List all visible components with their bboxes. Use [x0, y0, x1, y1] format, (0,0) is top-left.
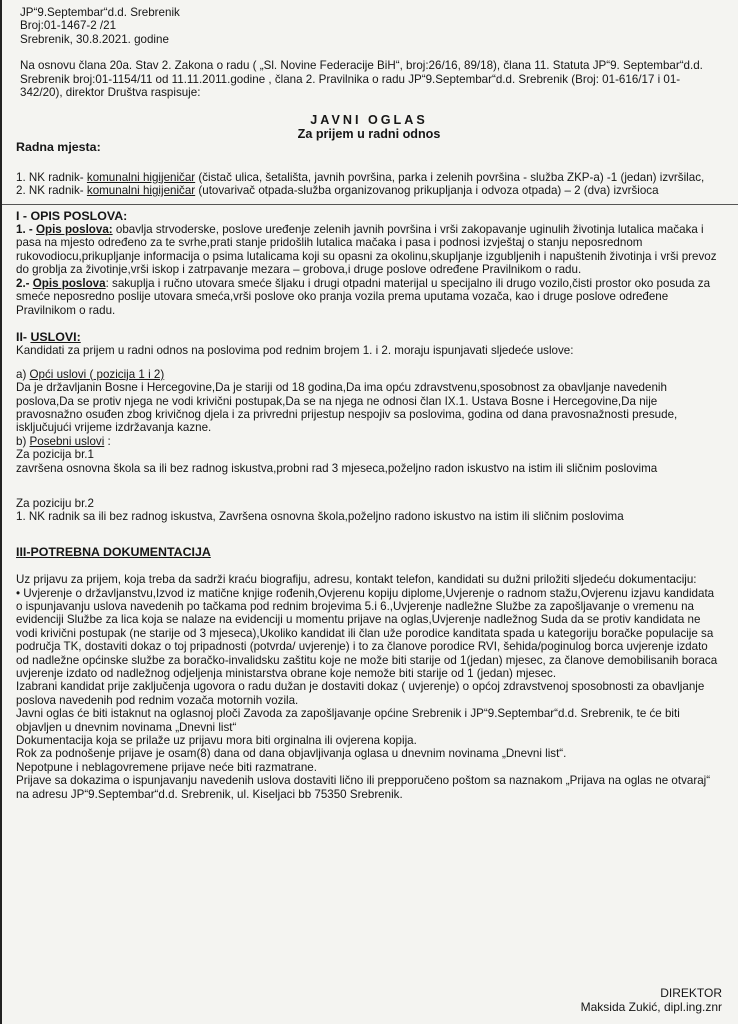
- position2-text: 1. NK radnik sa ili bez radnog iskustva, Završena osnovna škola,poželjno radono iskustvo na istim ili sličnim poslovima: [16, 510, 624, 524]
- signature-name: Maksida Zukić, dipl.ing.znr: [580, 1000, 722, 1014]
- special-conditions-label: [16, 435, 722, 448]
- publication-note: Javni oglas će biti istaknut na oglasnoj ploči Zavoda za zapošljavanje općine Srebrenik i JP“9.Septembar“d.d. Srebrenik, te će biti objavljen u dnevnim novinama „Dnevni list“: [16, 707, 680, 734]
- position-item: [16, 184, 722, 197]
- general-conditions-label: [16, 368, 722, 381]
- item-text: obavlja strvoderske, poslove uređenje zelenih javnih površina i vrši zakopavanje uginulih životinja lutalica mačaka i pasa na mjesto određeno za te svrhe,prati stanje pridošlih lutalica mačaka i pasa i podnosi izvještaj o stanju neposrednom rukovodiocu,prikupljanje informacija o psima lutalicama koji su opasni za okolinu,skupljanje izgubljenih i napuštenih životinja i vrši prevoz do groblja za životinje,vrši iskop i zatrpavanje mezara – grobova,i druge poslove određene Pravilnikom o radu.: [16, 223, 717, 277]
- documentation-intro: Uz prijavu za prijem, koja treba da sadrži kraću biografiju, adresu, kontakt telefon, kandidati su dužni priložiti sljedeću dokumentaciju:: [16, 573, 697, 587]
- signature-title: DIREKTOR: [660, 986, 722, 1000]
- reference-number: Broj:01-1467-2 /21: [20, 19, 117, 33]
- title-main: JAVNI OGLAS: [310, 113, 428, 128]
- conditions-intro: Kandidati za prijem u radni odnos na poslovima pod rednim brojem 1. i 2. moraju ispunjavati sljedeće uslove:: [16, 344, 574, 358]
- place-date: Srebrenik, 30.8.2021. godine: [20, 32, 169, 46]
- documents-note: Dokumentacija koja se prilaže uz prijavu mora biti orginalna ili ovjerena kopija.: [16, 734, 417, 748]
- conditions-heading-label: USLOVI:: [30, 329, 81, 344]
- special-label: Posebni uslovi: [29, 434, 105, 448]
- special-prefix: b): [16, 434, 30, 448]
- conditions-heading: [16, 331, 722, 344]
- general-label: Opći uslovi ( pozicija 1 i 2): [29, 367, 165, 381]
- documentation-list: • Uvjerenje o državljanstvu,Izvod iz matične knjige rođenih,Ovjerenu kopiju diplome,Uvjerenje o radnom stažu,Ovjerenu izjavu kandidata o ispunjavanju uslova navedenih po tačkama pod rednim brojevima 5.i 6.,Uvjerenje nadležne Službe za zapošljavanje o vremenu na evidenciji Službe za lica koja se nalaze na evidenciji u momentu prijave na oglas,Uvjerenje nadležnog Suda da se protiv kandidata ne vodi krivični postupak (ne starije od 3 mjeseca),Ukoliko kandidat ili član uže porodice kanditata spada u kategoriju boračke populacije sa područja TK, dostaviti dokaz o toj pripadnosti (potvrda/ uvjerenje) i to za članove porodice RVI, šehida/poginulog borca uvjerenje izdato od nadležne općinske službe za boračko-invalidsku zaštitu koje ne može biti starije od 1(jedan) mjesec, za članove demobilisanih boraca uvjerenje izdato od nadležnog odjeljenja ministarstva obrane koje nemože biti starije od 1 (jedan) mjesec.: [16, 586, 718, 681]
- position-prefix: 1. NK radnik-: [16, 170, 87, 184]
- job-description-heading: I - OPIS POSLOVA:: [16, 208, 128, 223]
- conditions-section: [16, 331, 722, 524]
- special-suffix: :: [104, 434, 111, 448]
- item-text: : sakuplja i ručno utovara smeće šljaku i drugi otpadni materijal u specijalno ili drugo vozilo,čisti prostor oko posuda za smeće neposredno poslije utovara smeća,vrši poslove oko pranja vozila prema uputama vozača, kao i druge poslove određene Pravilnikom o radu.: [16, 276, 711, 317]
- company-name: JP“9.Septembar“d.d. Srebrenik: [20, 6, 180, 19]
- item-label: Opis poslova: [32, 276, 106, 290]
- item-label: Opis poslova:: [35, 223, 113, 237]
- divider: [2, 204, 738, 205]
- incomplete-note: Nepotpune i neblagovremene prijave neće biti razmatrane.: [16, 760, 317, 774]
- position-text: (utovarivač otpada-služba organizovanog prikupljanja i odvoza otpada) – 2 (dva) izvršioca: [195, 184, 659, 198]
- position2-label: Za poziciju br.2: [16, 496, 94, 510]
- positions-heading: Radna mjesta:: [16, 140, 101, 155]
- position-prefix: 2. NK radnik-: [16, 184, 87, 198]
- position1-label: Za pozicija br.1: [16, 448, 94, 462]
- document-header: [16, 6, 722, 46]
- job-description-item: [16, 223, 722, 277]
- position-role: komunalni higijeničar: [86, 184, 196, 198]
- conditions-heading-number: II-: [16, 329, 31, 344]
- positions-section: [16, 141, 722, 197]
- position-role: komunalni higijeničar: [86, 170, 196, 184]
- deadline-note: Rok za podnošenje prijave je osam(8) dana od dana objavljivanja oglasa u dnevnim novinama „Dnevni list“.: [16, 747, 567, 761]
- announcement-title: [16, 113, 722, 141]
- submission-note: Prijave sa dokazima o ispunjavanju navedenih uslova dostaviti lično ili prepporučeno poštom sa naznakom „Prijava na oglas ne otvaraj“ na adresu JP“9.Septembar“d.d. Srebrenik, ul. Kiseljaci bb 75350 Srebrenik.: [16, 774, 711, 801]
- health-certificate-note: Izabrani kandidat prije zaključenja ugovora o radu dužan je dostaviti dokaz ( uvjerenje) o općoj zdravstvenoj sposobnosti za obavljanje poslova navedenih pod rednim vozača motornih vozila.: [16, 680, 705, 707]
- signature-block: [581, 986, 722, 1014]
- documentation-section: [16, 546, 722, 801]
- job-description-section: [16, 210, 722, 317]
- title-sub: Za prijem u radni odnos: [297, 127, 441, 142]
- legal-basis-intro: Na osnovu člana 20a. Stav 2. Zakona o radu ( „Sl. Novine Federacije BiH“, broj:26/16, 89/18), člana 11. Statuta JP“9. Septembar“d.d. Srebrenik broj:01-1154/11 od 11.11.2011.godine , člana 2. Pravilnika o radu JP“9.Septembar“d.d. Srebrenik (Broj: 01-616/17 i 01-342/20), direktor Društva raspisuje:: [20, 59, 703, 100]
- position-text: (čistač ulica, šetališta, javnih površina, parka i zelenih površina - služba ZKP-a) -1 (jedan) izvršilac,: [195, 170, 705, 184]
- position-item: [16, 171, 722, 184]
- general-prefix: a): [16, 367, 30, 381]
- general-conditions-text: Da je državljanin Bosne i Hercegovine,Da je stariji od 18 godina,Da ima opću zdravstvenu,sposobnost za obavljanje navedenih poslova,Da se protiv njega ne vodi krivični postupak,Da se na njega ne odnosi član IX.1. Ustava Bosne i Hercegovine,Da nije pravosnažno osuđen zbog krivičnog djela i za privredni prijestup nespojiv sa poslovima, godina od dana pravosnažnosti presude, isključujući vrijeme izdržavanja kazne.: [16, 381, 678, 435]
- job-description-item: [16, 277, 722, 317]
- item-number: 1. -: [16, 223, 36, 237]
- item-number: 2.-: [16, 276, 33, 290]
- documentation-heading: III-POTREBNA DOKUMENTACIJA: [16, 544, 211, 559]
- position1-text: završena osnovna škola sa ili bez radnog iskustva,probni rad 3 mjeseca,poželjno radon iskustvo na istim ili sličnim poslovima: [16, 461, 658, 475]
